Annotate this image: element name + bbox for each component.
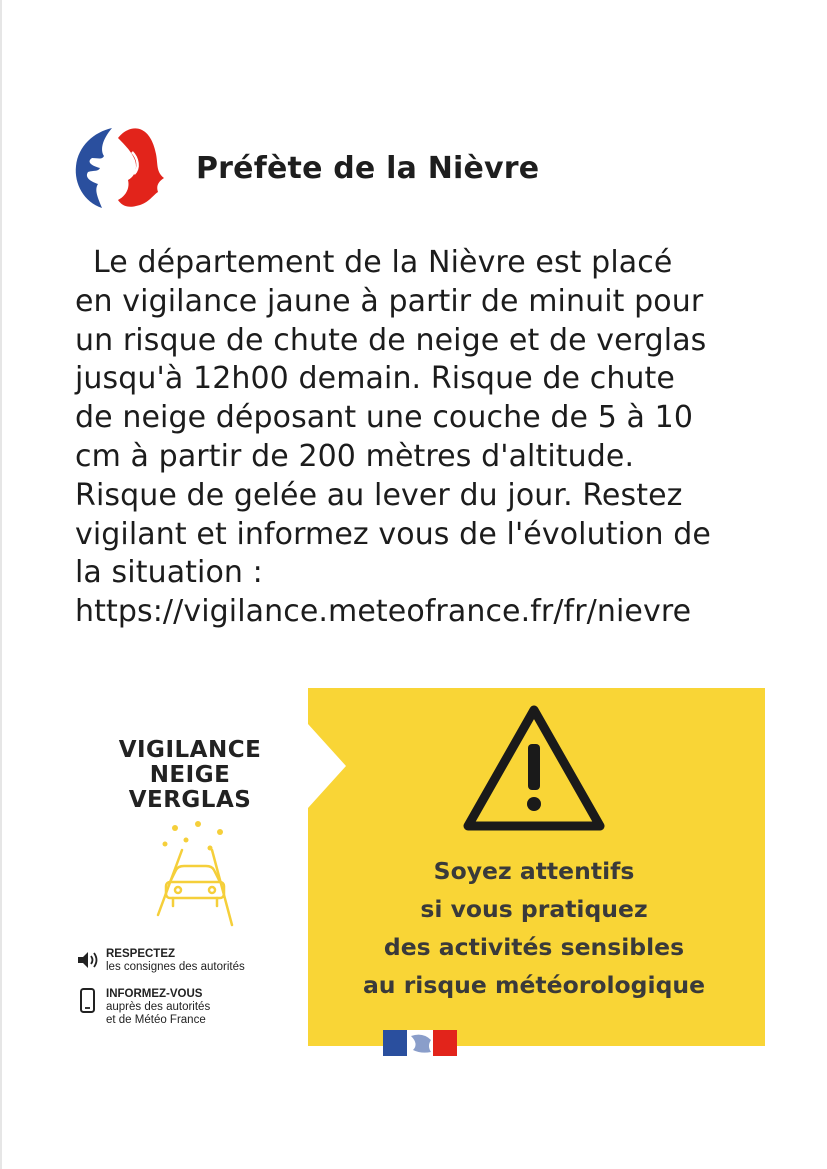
- consigne-respectez: [76, 948, 316, 980]
- vigilance-title: [100, 738, 280, 813]
- panel-message: [322, 852, 746, 1004]
- consigne-informez: [76, 988, 316, 1038]
- warning-triangle-icon: [462, 702, 606, 832]
- panel-message-line: Soyez attentifs: [433, 857, 635, 885]
- prefect-title: Préfète de la Nièvre: [196, 151, 540, 186]
- marianne-logo: [72, 124, 172, 214]
- consigne-line: et de Météo France: [106, 1014, 206, 1026]
- bulletin-line: cm à partir de 200 mètres d'altitude.: [75, 438, 635, 474]
- vigilance-title-line: VIGILANCE: [118, 737, 262, 763]
- page-edge: [0, 0, 2, 1169]
- vigilance-title-line: NEIGE: [149, 762, 231, 788]
- bulletin-text: [75, 244, 775, 632]
- consigne-heading: RESPECTEZ: [106, 948, 176, 960]
- snow-car-icon: [140, 820, 250, 930]
- phone-icon: [76, 988, 100, 1014]
- bulletin-line: de neige déposant une couche de 5 à 10: [75, 400, 694, 436]
- bulletin-line: jusqu'à 12h00 demain. Risque de chute: [75, 361, 675, 397]
- bulletin-line: un risque de chute de neige et de verglas: [75, 322, 707, 358]
- consigne-heading: INFORMEZ-VOUS: [106, 988, 203, 1000]
- republique-flag-logo: [383, 1030, 457, 1056]
- panel-message-line: si vous pratiquez: [420, 895, 648, 923]
- bulletin-line: la situation :: [75, 555, 263, 591]
- consigne-line: les consignes des autorités: [106, 961, 245, 973]
- vigilance-title-line: VERGLAS: [128, 787, 252, 813]
- bulletin-line: vigilant et informez vous de l'évolution de: [75, 516, 711, 552]
- bulletin-line: Le département de la Nièvre est placé: [93, 245, 673, 280]
- vigilance-url[interactable]: https://vigilance.meteofrance.fr/fr/nievre: [75, 594, 692, 630]
- speaker-icon: [76, 948, 100, 974]
- consigne-line: auprès des autorités: [106, 1001, 211, 1013]
- bulletin-line: en vigilance jaune à partir de minuit pour: [75, 283, 704, 319]
- panel-message-line: des activités sensibles: [383, 933, 685, 961]
- bulletin-line: Risque de gelée au lever du jour. Restez: [75, 477, 683, 513]
- panel-message-line: au risque météorologique: [362, 971, 706, 999]
